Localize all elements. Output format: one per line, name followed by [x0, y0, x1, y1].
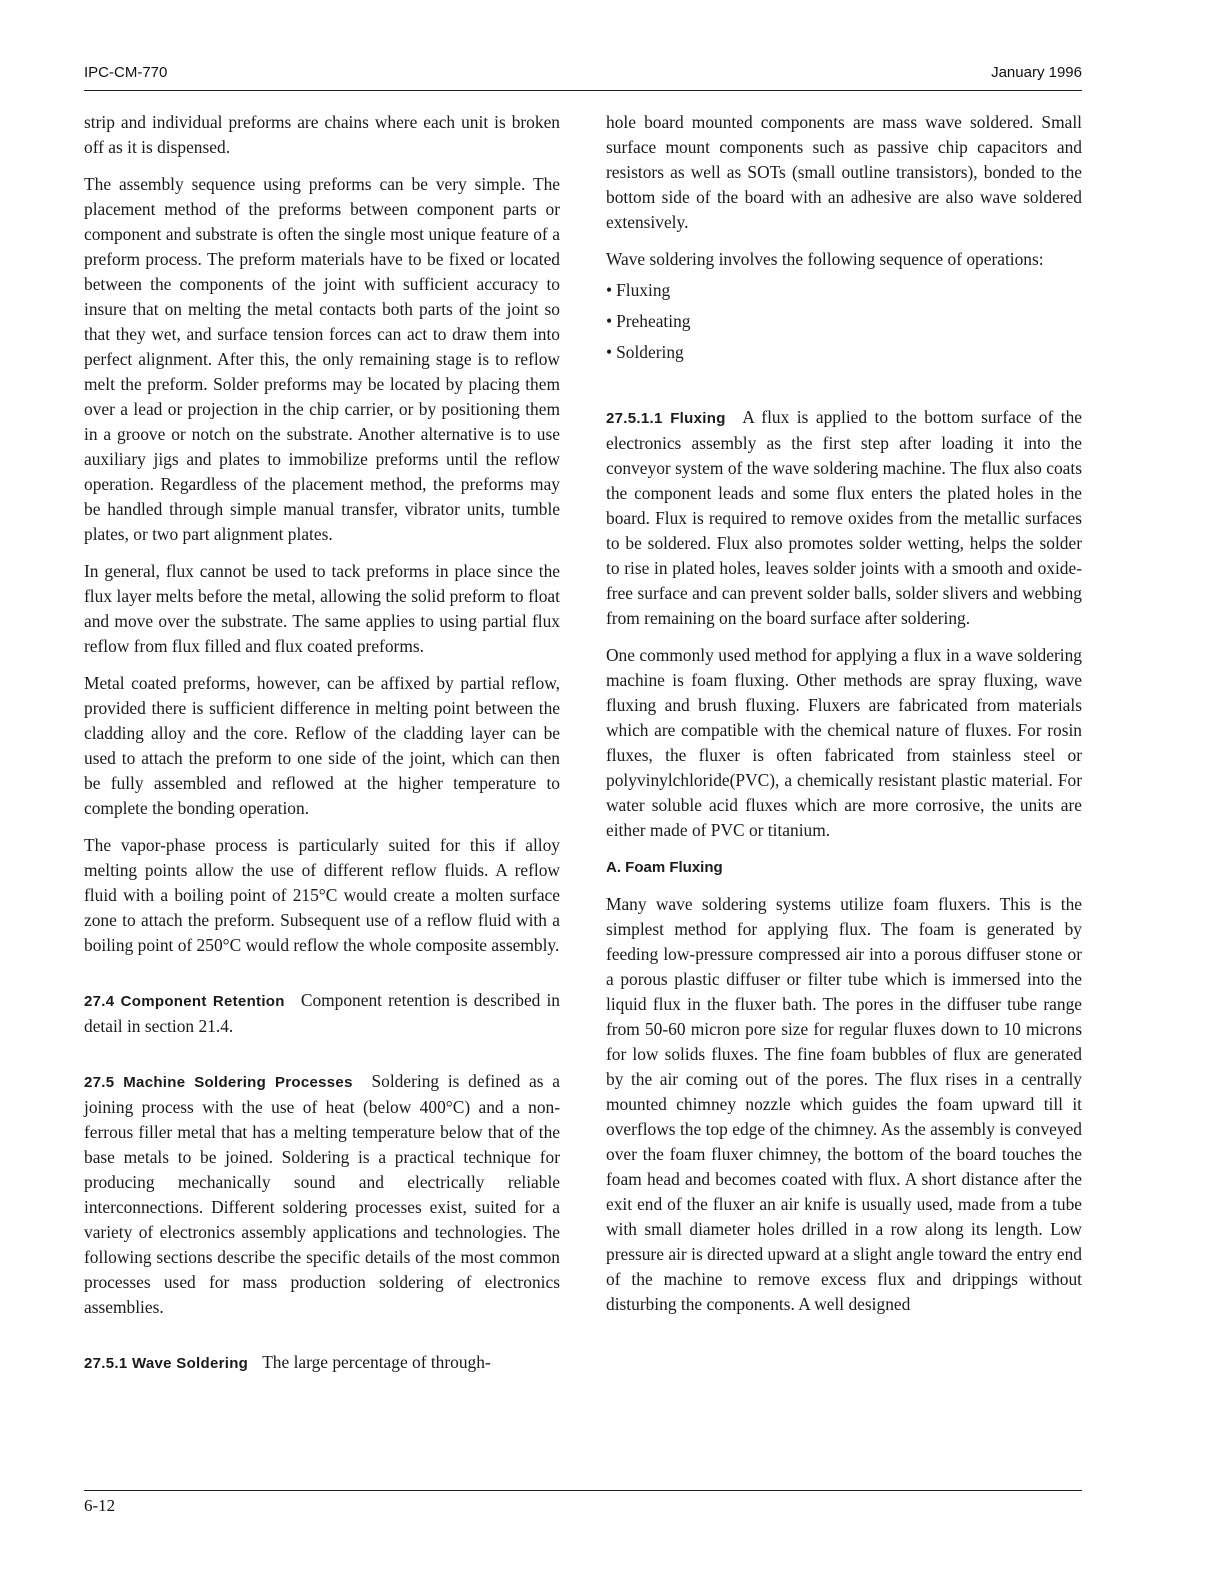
section-text: Component retention is described in detail in section 21.4. [84, 990, 560, 1036]
page-number: 6-12 [84, 1496, 116, 1515]
operations-list [606, 278, 1082, 365]
section-27-5-1-1 [606, 405, 1082, 631]
paragraph: In general, flux cannot be used to tack preforms in place since the flux layer melts before the metal, allowing the solid preform to float and move over the substrate. The same applies to using partial flux reflow from flux filled and flux coated preforms. [84, 561, 560, 656]
header-rule [84, 90, 1082, 91]
page-header [84, 64, 1082, 90]
paragraph: Wave soldering involves the following sequence of operations: [606, 249, 1044, 269]
section-heading: 27.5.1 Wave Soldering [84, 1355, 249, 1372]
section-text: The large percentage of through- [262, 1352, 491, 1372]
document-id: IPC-CM-770 [84, 64, 168, 81]
paragraph: Metal coated preforms, however, can be affixed by partial reflow, provided there is sufficient difference in melting point between the cladding alloy and the core. Reflow of the cladding layer can be used to attach the preform to one side of the joint, which can then be fully assembled and reflowed at the higher temperature to complete the bonding operation. [84, 673, 560, 818]
document-date: January 1996 [991, 64, 1082, 81]
paragraph: One commonly used method for applying a flux in a wave soldering machine is foam fluxing. Other methods are spray fluxing, wave fluxing and brush fluxing. Fluxers are fabricated from materials which are compatible with the chemical nature of fluxes. For rosin fluxes, the fluxer is often fabricated from stainless steel or polyvinylchloride(PVC), a chemically resistant plastic material. For water soluble acid fluxes which are more corrosive, the units are either made of PVC or titanium. [606, 645, 1082, 840]
list-item: • Soldering [606, 342, 684, 362]
section-text: A flux is applied to the bottom surface of the electronics assembly as the first step after loading it into the conveyor system of the wave soldering machine. The flux also coats the component leads and some flux enters the plated holes in the board. Flux is required to remove oxides from the metallic surfaces to be soldered. Flux also promotes solder wetting, helps the solder to rise in plated holes, leaves solder joints with a smooth and oxide-free surface and can prevent solder balls, solder slivers and webbing from remaining on the board surface after soldering. [606, 407, 1082, 628]
left-column [84, 110, 560, 1376]
list-item: • Preheating [606, 311, 691, 331]
section-heading: 27.5 Machine Soldering Processes [84, 1074, 353, 1091]
bullet-icon: • [606, 342, 613, 362]
list-item: • Fluxing [606, 280, 671, 300]
paragraph: The vapor-phase process is particularly suited for this if alloy melting points allow the use of different reflow fluids. A reflow fluid with a boiling point of 215°C would create a molten surface zone to attach the preform. Subsequent use of a reflow fluid with a boiling point of 250°C would reflow the whole composite assembly. [84, 835, 560, 955]
section-27-5 [84, 1069, 560, 1320]
bullet-icon: • [606, 311, 613, 331]
footer-rule [84, 1490, 1082, 1491]
section-27-5-1 [84, 1350, 560, 1376]
bullet-icon: • [606, 280, 613, 300]
section-27-4 [84, 988, 560, 1039]
section-heading: 27.4 Component Retention [84, 993, 285, 1010]
section-text: Soldering is defined as a joining process with the use of heat (below 400°C) and a non-ferrous filler metal that has a melting temperature below that of the base metals to be joined. Soldering is a practical technique for producing mechanically sound and electrically reliable interconnections. Different soldering processes exist, suited for a variety of electronics assembly applications and technologies. The following sections describe the specific details of the most common processes used for mass production soldering of electronics assemblies. [84, 1071, 560, 1317]
paragraph: strip and individual preforms are chains where each unit is broken off as it is dispensed. [84, 112, 560, 157]
paragraph: Many wave soldering systems utilize foam fluxers. This is the simplest method for applying flux. The foam is generated by feeding low-pressure compressed air into a porous diffuser stone or a porous plastic diffuser or filter tube which is immersed into the liquid flux in the fluxer bath. The pores in the diffuser tube range from 50-60 micron pore size for regular fluxes down to 10 microns for low solids fluxes. The fine foam bubbles of flux are generated by the air coming out of the pores. The flux rises in a centrally mounted chimney nozzle which guides the foam upward till it overflows the top edge of the chimney. As the assembly is conveyed over the foam fluxer chimney, the bottom of the board touches the foam head and becomes coated with flux. A short distance after the exit end of the fluxer an air knife is usually used, made from a tube with small diameter holes drilled in a row along its length. Low pressure air is directed upward at a slight angle toward the entry end of the machine to remove excess flux and drippings without disturbing the components. A well designed [606, 894, 1082, 1314]
right-column [606, 110, 1082, 1317]
paragraph: The assembly sequence using preforms can be very simple. The placement method of the preforms between component parts or component and substrate is often the single most unique feature of a preform process. The preform materials have to be fixed or located between the components of the joint with sufficient accuracy to insure that on melting the metal contacts both parts of the joint so that they wet, and surface tension forces can act to draw them into perfect alignment. After this, the only remaining stage is to reflow melt the preform. Solder preforms may be located by placing them over a lead or projection in the chip carrier, or by positioning them in a groove or notch on the substrate. Another alternative is to use auxiliary jigs and plates to immobilize preforms until the reflow operation. Regardless of the placement method, the preforms may be handled through simple manual transfer, vibrator units, tumble plates, or two part alignment plates. [84, 174, 560, 544]
section-heading: 27.5.1.1 Fluxing [606, 410, 726, 427]
subsection-heading: A. Foam Fluxing [606, 859, 723, 876]
paragraph: hole board mounted components are mass wave soldered. Small surface mount components such as passive chip capacitors and resistors as well as SOTs (small outline transistors), bonded to the bottom side of the board with an adhesive are also wave soldered extensively. [606, 112, 1082, 232]
